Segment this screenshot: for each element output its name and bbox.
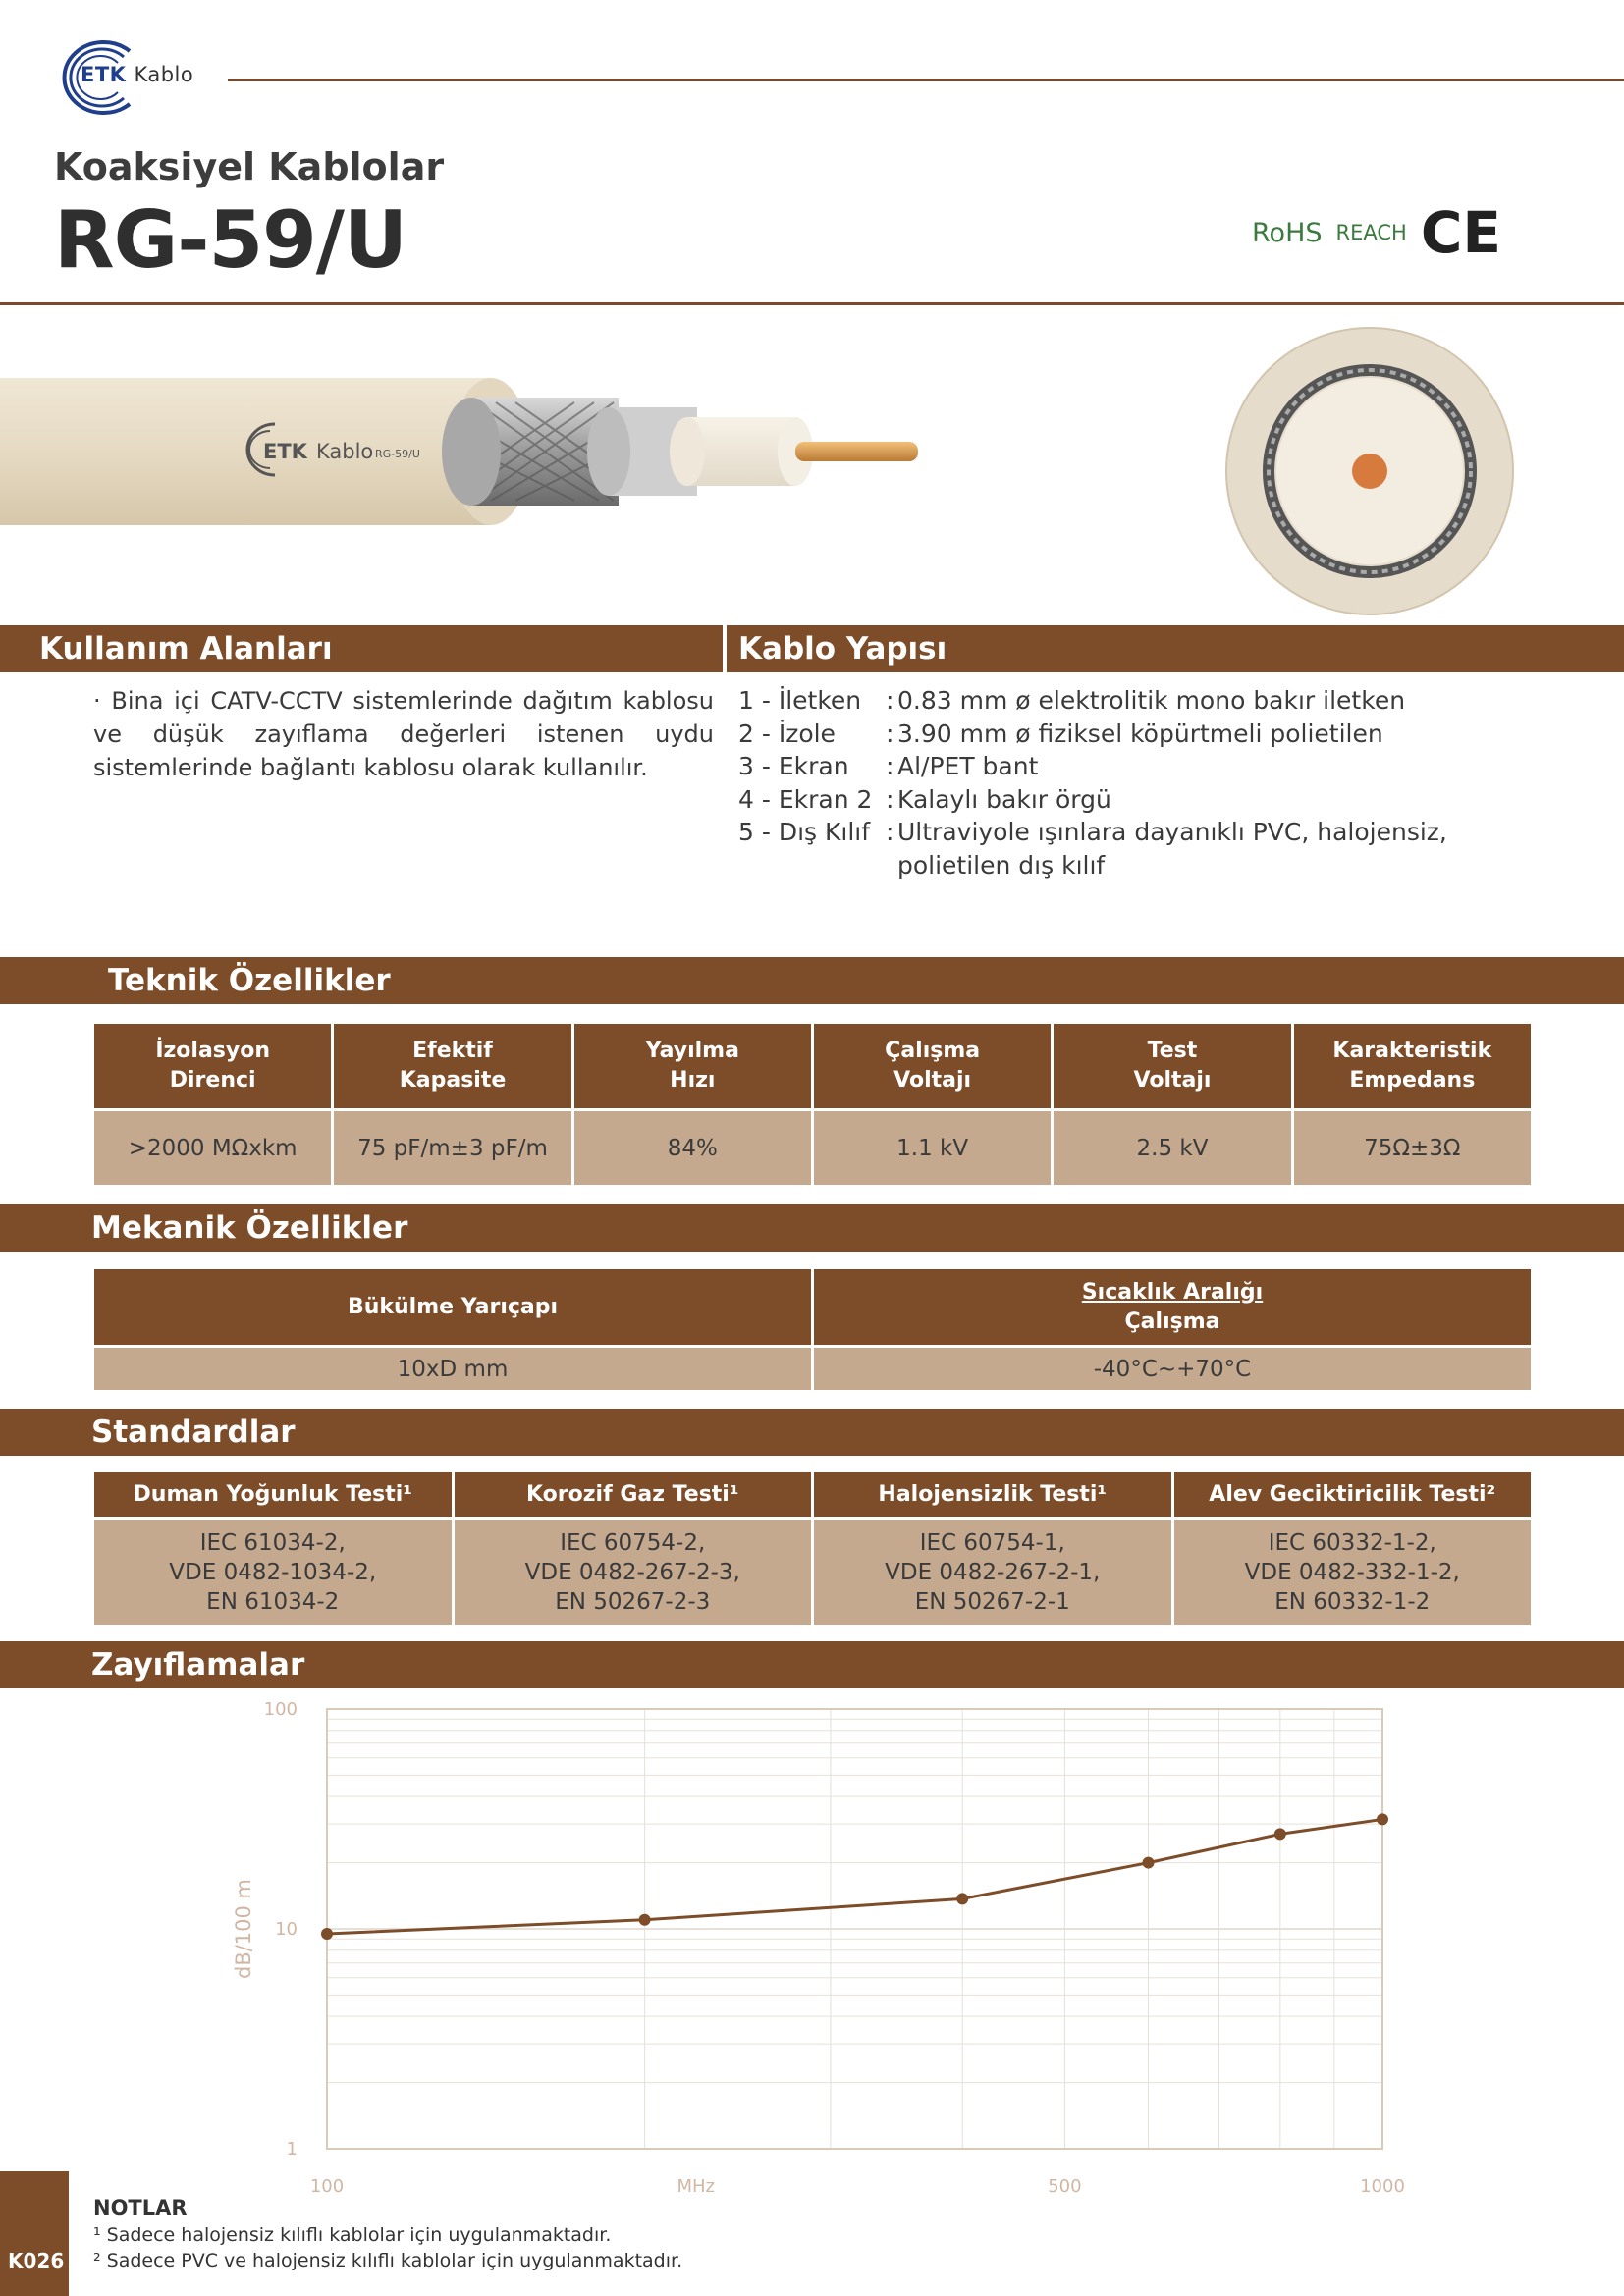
chart-ticks: [264, 1699, 1405, 2197]
category-title: Koaksiyel Kablolar: [54, 145, 445, 188]
yapi-row: 2 - İzole : 3.90 mm ø fiziksel köpürtmeli polietilen: [738, 719, 1383, 748]
section-yapi-title: Kablo Yapısı: [727, 625, 1624, 672]
logo-brand: ETK: [81, 63, 127, 86]
kullanim-text: · Bina içi CATV-CCTV sistemlerinde dağıtım kablosu ve düşük zayıflama değerleri istenen uydu sistemlerinde bağlantı kablosu olarak kullanılır.: [93, 687, 714, 781]
table-cell: 84%: [572, 1110, 812, 1187]
table-cell: >2000 MΩxkm: [93, 1110, 333, 1187]
table-cell: IEC 60754-2, VDE 0482-267-2-3, EN 50267-2-3: [453, 1519, 813, 1627]
section-standardlar-title: Standardlar: [0, 1409, 1624, 1456]
cable-illustration: [0, 334, 982, 589]
ce-mark: CE: [1420, 199, 1502, 266]
data-point: [1377, 1813, 1388, 1825]
table-cell: IEC 60754-1, VDE 0482-267-2-1, EN 50267-2-1: [813, 1519, 1173, 1627]
table-header: Karakteristik Empedans: [1292, 1023, 1532, 1110]
x-tick-label: 1000: [1360, 2176, 1405, 2197]
yapi-row: 3 - Ekran : Al/PET bant: [738, 752, 1039, 780]
series-points: [321, 1813, 1388, 1940]
table-header: Duman Yoğunluk Testi¹: [93, 1471, 454, 1519]
table-header: Çalışma Voltajı: [812, 1023, 1052, 1110]
data-point: [1274, 1828, 1286, 1840]
table-header: Sıcaklık Aralığı Çalışma: [813, 1268, 1533, 1347]
x-axis-label: MHz: [677, 2176, 715, 2197]
cable-cross-section: [1222, 324, 1517, 618]
mekanik-table: [91, 1266, 1534, 1393]
yapi-row: 5 - Dış Kılıf : Ultraviyole ışınlara dayanıklı PVC, halojensiz, polietilen dış kılıf: [738, 818, 1447, 880]
table-cell: 2.5 kV: [1053, 1110, 1292, 1187]
yapi-row: 4 - Ekran 2 : Kalaylı bakır örgü: [738, 784, 1111, 814]
rohs-mark: RoHS: [1252, 217, 1323, 248]
reach-mark: REACH: [1335, 221, 1407, 244]
note-item: ¹ Sadece halojensiz kılıflı kablolar için uygulanmaktadır.: [93, 2224, 612, 2246]
kablo-yapisi-list: [738, 684, 1447, 881]
section-teknik-title: Teknik Özellikler: [0, 957, 1624, 1004]
section-mekanik-title: Mekanik Özellikler: [0, 1204, 1624, 1252]
section-zayiflamalar-title: Zayıflamalar: [0, 1641, 1624, 1688]
teknik-table: [91, 1021, 1534, 1188]
chart-grid: [327, 1709, 1382, 2149]
cable-print-brand: ETK: [263, 440, 307, 463]
page-code-box: [0, 2171, 69, 2296]
table-cell: IEC 61034-2, VDE 0482-1034-2, EN 61034-2: [93, 1519, 454, 1627]
cable-print-word: Kablo: [316, 440, 374, 463]
section-kullanim-title: Kullanım Alanları: [0, 625, 723, 672]
attenuation-chart: [196, 1683, 1424, 2223]
certifications: [1252, 199, 1502, 266]
data-point: [639, 1914, 651, 1926]
table-header: Korozif Gaz Testi¹: [453, 1471, 813, 1519]
x-tick-label: 500: [1048, 2176, 1082, 2197]
table-header: Efektif Kapasite: [333, 1023, 572, 1110]
x-tick-label: 100: [309, 2176, 345, 2197]
y-axis-label: dB/100 m: [232, 1878, 255, 1980]
table-cell: 75 pF/m±3 pF/m: [333, 1110, 572, 1187]
table-cell: 1.1 kV: [812, 1110, 1052, 1187]
y-tick-label: 1: [286, 2139, 298, 2160]
product-title: RG-59/U: [54, 194, 406, 286]
table-cell: 10xD mm: [93, 1347, 813, 1392]
y-tick-label: 100: [263, 1699, 298, 1720]
table-header: Yayılma Hızı: [572, 1023, 812, 1110]
table-header: Bükülme Yarıçapı: [93, 1268, 813, 1347]
yapi-row: 1 - İletken : 0.83 mm ø elektrolitik mono bakır iletken: [738, 686, 1406, 715]
table-cell: IEC 60332-1-2, VDE 0482-332-1-2, EN 60332-1-2: [1172, 1519, 1533, 1627]
page-code: K026: [8, 2249, 65, 2272]
table-cell: 75Ω±3Ω: [1292, 1110, 1532, 1187]
standardlar-table: [91, 1469, 1534, 1628]
table-cell: -40°C~+70°C: [813, 1347, 1533, 1392]
notes-title: NOTLAR: [93, 2196, 188, 2219]
data-point: [956, 1893, 968, 1904]
y-tick-label: 10: [275, 1919, 298, 1940]
header-rule: [228, 79, 1624, 81]
table-header: Halojensizlik Testi¹: [813, 1471, 1173, 1519]
note-item: ² Sadece PVC ve halojensiz kılıflı kablolar için uygulanmaktadır.: [93, 2250, 683, 2271]
table-header: İzolasyon Direnci: [93, 1023, 333, 1110]
data-point: [1143, 1857, 1155, 1869]
logo-word: Kablo: [134, 63, 194, 86]
cable-print-model: RG-59/U: [375, 448, 420, 460]
series-line: [327, 1819, 1382, 1934]
table-header: Alev Geciktiricilik Testi²: [1172, 1471, 1533, 1519]
brand-logo: [81, 63, 193, 86]
data-point: [321, 1928, 333, 1940]
header-bottom-rule: [0, 302, 1624, 305]
table-header: Test Voltajı: [1053, 1023, 1292, 1110]
